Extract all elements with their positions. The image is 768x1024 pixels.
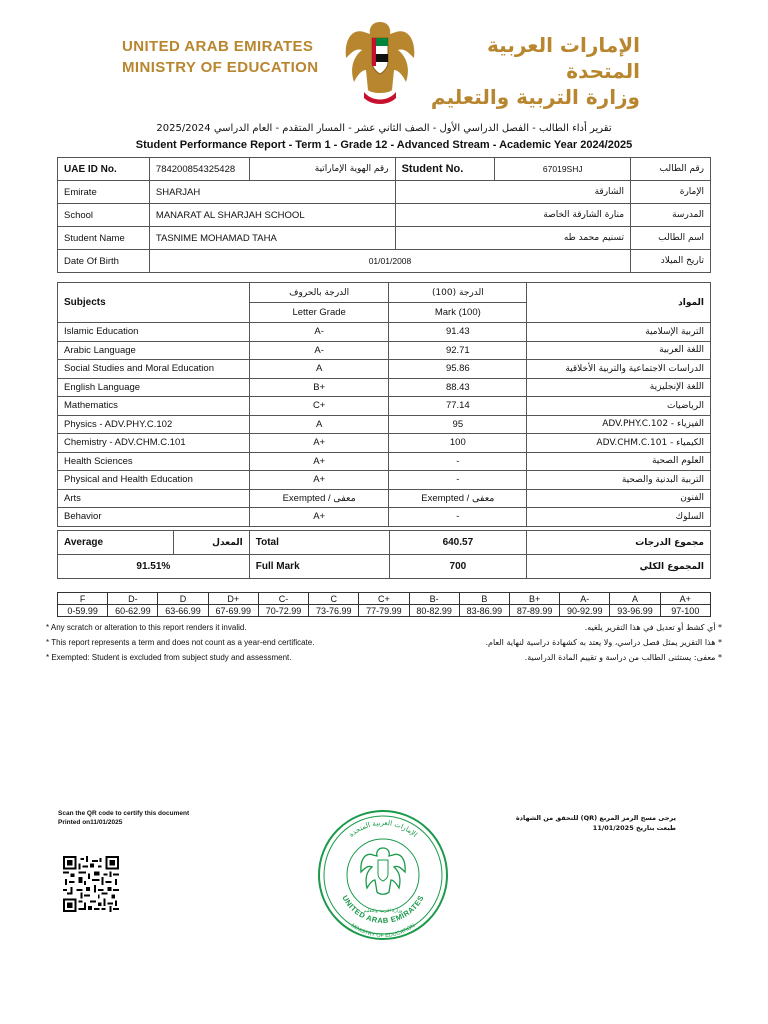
- seal-text-en: UNITED ARAB EMIRATES: [340, 893, 426, 926]
- subject-letter-grade: A+: [249, 471, 389, 490]
- emirate-value-ar: الشارقة: [395, 181, 630, 204]
- subjects-header: Subjects: [58, 283, 250, 323]
- grade-letter-cell: D-: [108, 593, 158, 605]
- subject-name-ar: الفنون: [527, 489, 711, 508]
- subject-mark: 88.43: [389, 378, 527, 397]
- ministry-name-en: [122, 36, 332, 78]
- note-en-3: * Exempted: Student is excluded from subject study and assessment.: [46, 653, 292, 662]
- subject-mark: 77.14: [389, 397, 527, 416]
- grade-range-cell: 67-69.99: [208, 605, 258, 617]
- report-title-ar: تقرير أداء الطالب - الفصل الدراسي الأول - الصف الثاني عشر - المسار المتقدم - العام الدراسي 2025/2024: [156, 123, 612, 134]
- uae-id-row: [58, 158, 711, 181]
- average-label-ar: المعدل: [173, 531, 249, 555]
- subject-row: [58, 360, 711, 379]
- grade-range-cell: 93-96.99: [610, 605, 660, 617]
- subject-name-ar: التربية البدنية والصحية: [527, 471, 711, 490]
- ministry-line-en: MINISTRY OF EDUCATION: [122, 59, 319, 76]
- grade-letter-cell: D+: [208, 593, 258, 605]
- country-name-ar: الإمارات العربية المتحدة: [487, 33, 640, 83]
- seal-text-ar: الإمارات العربية المتحدة: [347, 818, 419, 839]
- subject-name-en: Islamic Education: [58, 323, 250, 342]
- grade-range-cell: 80-82.99: [409, 605, 459, 617]
- mark-header-ar: الدرجة (100): [389, 283, 527, 303]
- grade-range-cell: 73-76.99: [309, 605, 359, 617]
- student-info-table: [57, 157, 711, 273]
- school-label: School: [58, 204, 150, 227]
- grade-ranges-row: [58, 605, 711, 617]
- dob-row: [58, 250, 711, 273]
- svg-text:MINISTRY OF EDUCATION: [350, 923, 417, 939]
- subject-letter-grade: C+: [249, 397, 389, 416]
- dob-label-ar: تاريخ الميلاد: [631, 250, 711, 273]
- full-mark-label-ar: المجموع الكلي: [527, 555, 711, 579]
- school-value-ar: منارة الشارقة الخاصة: [395, 204, 630, 227]
- subject-name-ar: الفيزياء - ADV.PHY.C.102: [527, 415, 711, 434]
- seal-text-ar-2: وزارة التربية والتعليم: [363, 909, 403, 914]
- subject-name-en: English Language: [58, 378, 250, 397]
- grade-range-cell: 87-89.99: [509, 605, 559, 617]
- emirate-label-ar: الإمارة: [631, 181, 711, 204]
- subject-row: [58, 415, 711, 434]
- total-row: [58, 531, 711, 555]
- grade-letter-cell: A: [610, 593, 660, 605]
- dob-value: 01/01/2008: [149, 250, 630, 273]
- grade-letter-cell: A-: [560, 593, 610, 605]
- full-mark-value: 700: [389, 555, 527, 579]
- grade-range-cell: 0-59.99: [58, 605, 108, 617]
- subject-mark: Exempted / معفى: [389, 489, 527, 508]
- subject-letter-grade: A-: [249, 323, 389, 342]
- grade-letter-cell: C: [309, 593, 359, 605]
- student-name-label-ar: اسم الطالب: [631, 227, 711, 250]
- subject-letter-grade: A+: [249, 434, 389, 453]
- subject-letter-grade: A+: [249, 508, 389, 527]
- grade-range-cell: 60-62.99: [108, 605, 158, 617]
- subject-row: [58, 378, 711, 397]
- note-ar-1: * أي كشط أو تعديل في هذا التقرير يلغيه.: [584, 623, 722, 632]
- scan-instruction-en: Scan the QR code to certify this document: [58, 810, 190, 817]
- uae-id-value: 784200854325428: [149, 158, 249, 181]
- subjects-header-row-1: [58, 283, 711, 303]
- grade-letter-cell: D: [158, 593, 208, 605]
- subject-name-en: Behavior: [58, 508, 250, 527]
- subject-name-en: Health Sciences: [58, 452, 250, 471]
- subject-mark: -: [389, 471, 527, 490]
- school-label-ar: المدرسة: [631, 204, 711, 227]
- subject-row: [58, 471, 711, 490]
- footer-ar: [516, 813, 676, 833]
- total-label: Total: [249, 531, 389, 555]
- grade-letter-cell: B+: [509, 593, 559, 605]
- subject-mark: 95: [389, 415, 527, 434]
- report-title-en: Student Performance Report - Term 1 - Grade 12 - Advanced Stream - Academic Year 2024/2025: [135, 139, 633, 151]
- grade-letter-cell: C+: [359, 593, 409, 605]
- subject-name-ar: السلوك: [527, 508, 711, 527]
- subject-row: [58, 341, 711, 360]
- grade-range-cell: 97-100: [660, 605, 710, 617]
- subject-mark: -: [389, 452, 527, 471]
- notes-en: [46, 620, 314, 665]
- subject-mark: 92.71: [389, 341, 527, 360]
- emirate-label: Emirate: [58, 181, 150, 204]
- subjects-table: [57, 282, 711, 527]
- printed-date-ar: طبعت بتاريخ 11/01/2025: [592, 824, 676, 832]
- scan-instruction-ar: يرجى مسح الرمز المربع (QR) للتحقق من الشهادة: [515, 814, 676, 822]
- subject-row: [58, 397, 711, 416]
- grade-letter-cell: B: [459, 593, 509, 605]
- note-ar-3: * معفى: يستثنى الطالب من دراسة و تقييم المادة الدراسية.: [524, 653, 722, 662]
- subject-name-en: Arabic Language: [58, 341, 250, 360]
- subject-row: [58, 489, 711, 508]
- student-name-value: TASNIME MOHAMAD TAHA: [149, 227, 395, 250]
- subject-name-ar: اللغة العربية: [527, 341, 711, 360]
- student-name-value-ar: تسنيم محمد طه: [395, 227, 630, 250]
- letter-header: Letter Grade: [249, 303, 389, 323]
- uae-id-label-ar: رقم الهوية الإماراتية: [249, 158, 395, 181]
- student-no-label: Student No.: [395, 158, 495, 181]
- full-mark-row: [58, 555, 711, 579]
- seal-text-ministry: MINISTRY OF EDUCATION: [349, 922, 417, 940]
- total-value: 640.57: [389, 531, 527, 555]
- subject-mark: 100: [389, 434, 527, 453]
- subject-letter-grade: B+: [249, 378, 389, 397]
- totals-table: [57, 530, 711, 579]
- dob-label: Date Of Birth: [58, 250, 150, 273]
- country-name-en: UNITED ARAB EMIRATES: [122, 38, 314, 55]
- subject-mark: -: [389, 508, 527, 527]
- subject-name-en: Chemistry - ADV.CHM.C.101: [58, 434, 250, 453]
- subject-mark: 95.86: [389, 360, 527, 379]
- subject-name-ar: الرياضيات: [527, 397, 711, 416]
- grade-range-cell: 70-72.99: [258, 605, 308, 617]
- subject-row: [58, 323, 711, 342]
- subject-name-ar: الدراسات الاجتماعية والتربية الأخلاقية: [527, 360, 711, 379]
- subjects-header-ar: المواد: [527, 283, 711, 323]
- subject-row: [58, 434, 711, 453]
- student-no-label-ar: رقم الطالب: [631, 158, 711, 181]
- school-row: [58, 204, 711, 227]
- subject-name-en: Physics - ADV.PHY.C.102: [58, 415, 250, 434]
- uae-id-label: UAE ID No.: [58, 158, 150, 181]
- emirate-value: SHARJAH: [149, 181, 395, 204]
- grade-range-cell: 90-92.99: [560, 605, 610, 617]
- subject-row: [58, 508, 711, 527]
- average-label: Average: [58, 531, 174, 555]
- school-value: MANARAT AL SHARJAH SCHOOL: [149, 204, 395, 227]
- subject-name-en: Arts: [58, 489, 250, 508]
- subject-name-en: Physical and Health Education: [58, 471, 250, 490]
- grade-range-cell: 83-86.99: [459, 605, 509, 617]
- subject-name-en: Social Studies and Moral Education: [58, 360, 250, 379]
- subject-mark: 91.43: [389, 323, 527, 342]
- ministry-seal-icon: [316, 808, 450, 942]
- subject-name-ar: اللغة الإنجليزية: [527, 378, 711, 397]
- ministry-name-ar: [430, 32, 640, 110]
- mark-header: Mark (100): [389, 303, 527, 323]
- subject-letter-grade: Exempted / معفى: [249, 489, 389, 508]
- qr-code-icon[interactable]: [62, 856, 120, 912]
- grade-letters-row: [58, 593, 711, 605]
- subject-letter-grade: A+: [249, 452, 389, 471]
- grade-letter-cell: C-: [258, 593, 308, 605]
- grade-scale-table: [57, 592, 711, 617]
- emirate-row: [58, 181, 711, 204]
- subject-letter-grade: A-: [249, 341, 389, 360]
- subject-row: [58, 452, 711, 471]
- subject-letter-grade: A: [249, 415, 389, 434]
- grade-letter-cell: B-: [409, 593, 459, 605]
- subject-name-ar: التربية الإسلامية: [527, 323, 711, 342]
- subject-name-ar: العلوم الصحية: [527, 452, 711, 471]
- notes-ar: [485, 620, 722, 665]
- printed-date-en: Printed on11/01/2025: [58, 819, 123, 826]
- grade-range-cell: 77-79.99: [359, 605, 409, 617]
- ministry-line-ar: وزارة التربية والتعليم: [430, 85, 640, 109]
- total-label-ar: مجموع الدرجات: [527, 531, 711, 555]
- subject-name-ar: الكيمياء - ADV.CHM.C.101: [527, 434, 711, 453]
- average-value: 91.51%: [58, 555, 250, 579]
- footer-en: [58, 809, 189, 827]
- student-no-value: 67019SHJ: [495, 158, 631, 181]
- student-name-label: Student Name: [58, 227, 150, 250]
- grade-letter-cell: A+: [660, 593, 710, 605]
- uae-emblem-icon: [342, 18, 418, 106]
- letter-header-ar: الدرجة بالحروف: [249, 283, 389, 303]
- note-en-1: * Any scratch or alteration to this report renders it invalid.: [46, 623, 247, 632]
- note-en-2: * This report represents a term and does not count as a year-end certificate.: [46, 638, 315, 647]
- grade-letter-cell: F: [58, 593, 108, 605]
- subject-name-en: Mathematics: [58, 397, 250, 416]
- full-mark-label: Full Mark: [249, 555, 389, 579]
- subject-letter-grade: A: [249, 360, 389, 379]
- student-name-row: [58, 227, 711, 250]
- note-ar-2: * هذا التقرير يمثل فصل دراسي، ولا يعتد به كشهادة دراسية لنهاية العام.: [485, 638, 722, 647]
- grade-range-cell: 63-66.99: [158, 605, 208, 617]
